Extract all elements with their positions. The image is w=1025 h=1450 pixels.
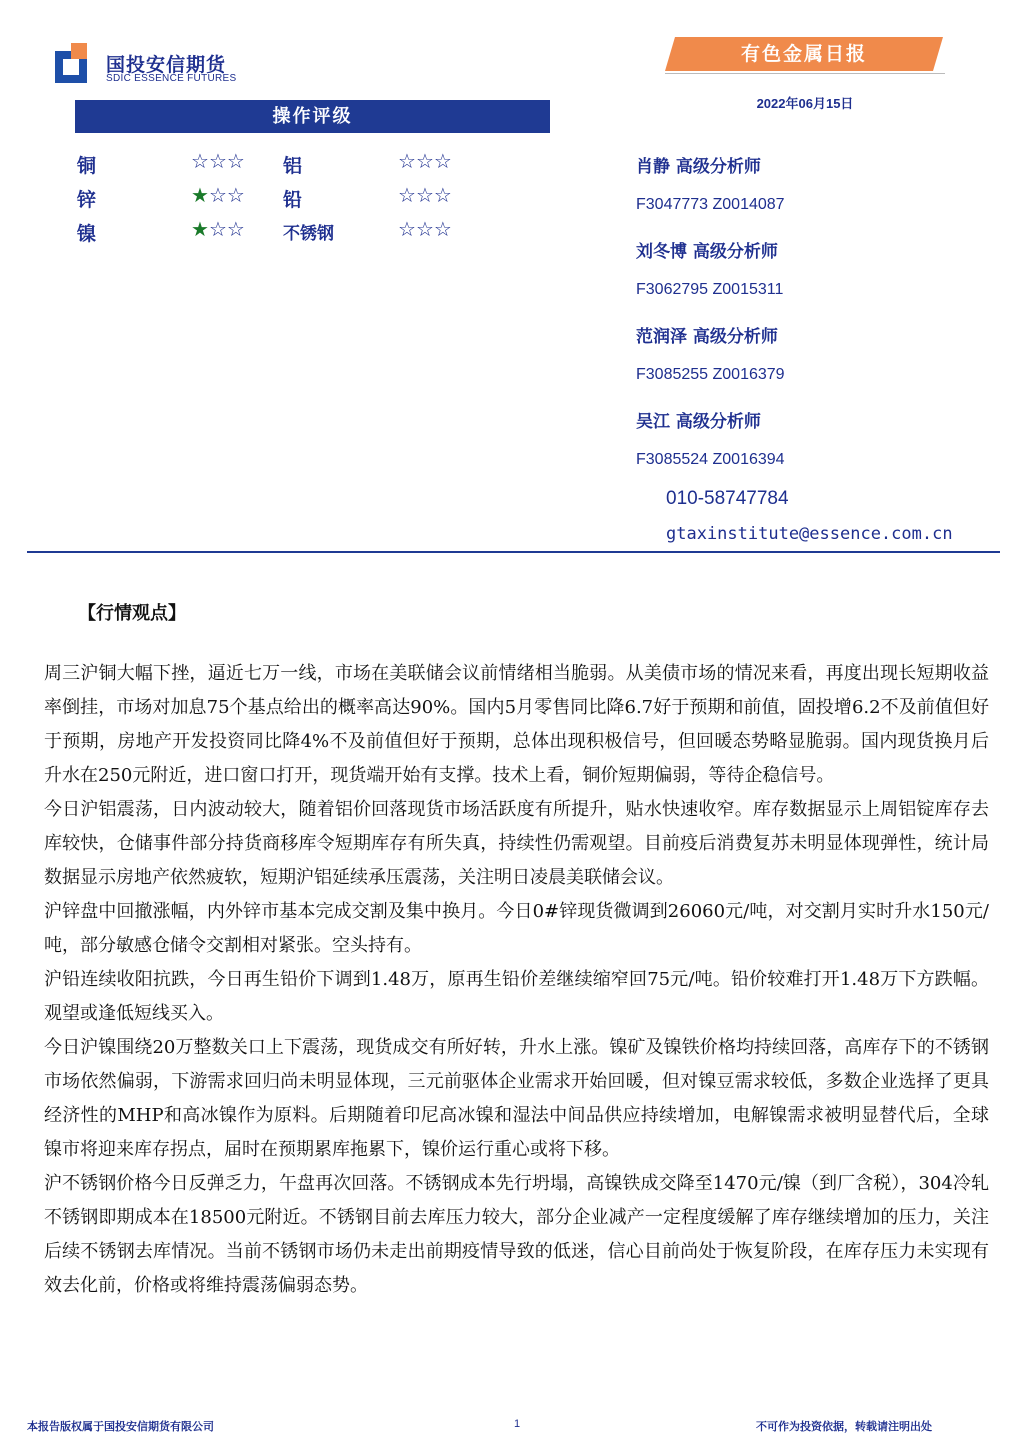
rating-item-name: 镍 (77, 223, 97, 245)
section-title: 【行情观点】 (78, 603, 186, 624)
star-empty-icon: ☆ (208, 149, 227, 173)
star-rating (398, 217, 452, 241)
company-name-en: SDIC ESSENCE FUTURES (106, 73, 237, 84)
contact-email[interactable]: gtaxinstitute@essence.com.cn (666, 524, 953, 544)
analyst-name: 刘冬博 高级分析师 (636, 242, 778, 262)
star-rating (191, 183, 245, 207)
star-empty-icon: ☆ (415, 183, 434, 207)
star-empty-icon: ☆ (398, 217, 416, 241)
star-empty-icon: ☆ (208, 183, 227, 207)
star-empty-icon: ☆ (415, 149, 434, 173)
paragraph-aluminum: 今日沪铝震荡，日内波动较大，随着铝价回落现货市场活跃度有所提升，贴水快速收窄。库存数据显示上周铝锭库存去库较快，仓储事件部分持货商移库令短期库存有所失真，持续性仍需观望。目前疫后消费复苏未明显体现弹性，统计局数据显示房地产依然疲软，短期沪铝延续承压震荡，关注明日凌晨美联储会议。 (44, 799, 989, 888)
rating-item-name: 不锈钢 (283, 224, 334, 244)
star-empty-icon: ☆ (398, 149, 416, 173)
star-rating (398, 149, 452, 173)
report-title: 有色金属日报 (740, 43, 867, 65)
star-empty-icon: ☆ (398, 183, 416, 207)
page-number: 1 (514, 1418, 521, 1430)
star-empty-icon: ☆ (433, 149, 452, 173)
paragraph-nickel: 今日沪镍围绕20万整数关口上下震荡，现货成交有所好转，升水上涨。镍矿及镍铁价格均持续回落，高库存下的不锈钢市场依然偏弱，下游需求回归尚未明显体现，三元前驱体企业需求开始回暖，但对镍豆需求较低，多数企业选择了更具经济性的MHP和高冰镍作为原料。后期随着印尼高冰镍和湿法中间品供应持续增加，电解镍需求被明显替代后，全球镍市将迎来库存拐点，届时在预期累库拖累下，镍价运行重心或将下移。 (44, 1037, 989, 1160)
rating-item-name: 铜 (77, 155, 97, 177)
star-empty-icon: ☆ (415, 217, 434, 241)
paragraph-copper: 周三沪铜大幅下挫，逼近七万一线，市场在美联储会议前情绪相当脆弱。从美债市场的情况来看，再度出现长短期收益率倒挂，市场对加息75个基点给出的概率高达90%。国内5月零售同比降6.7好于预期和前值，固投增6.2不及前值但好于预期，房地产开发投资同比降4%不及前值但好于预期，总体出现积极信号，但回暖态势略显脆弱。国内现货换月后升水在250元附近，进口窗口打开，现货端开始有支撑。技术上看，铜价短期偏弱，等待企稳信号。 (44, 663, 989, 786)
analyst-name: 吴江 高级分析师 (636, 412, 761, 432)
analyst-license: F3085524 Z0016394 (636, 451, 785, 468)
star-empty-icon: ☆ (226, 183, 245, 207)
section-divider (27, 551, 1000, 553)
company-name-cn: 国投安信期货 (106, 54, 227, 76)
star-empty-icon: ☆ (433, 183, 452, 207)
contact-phone: 010-58747784 (666, 488, 789, 509)
star-filled-icon: ★ (191, 217, 209, 241)
footer-disclaimer: 不可作为投资依据，转载请注明出处 (756, 1420, 932, 1433)
star-filled-icon: ★ (191, 183, 209, 207)
analyst-license: F3085255 Z0016379 (636, 366, 785, 383)
company-logo-icon (55, 43, 95, 83)
star-empty-icon: ☆ (191, 149, 209, 173)
paragraph-stainless-steel: 沪不锈钢价格今日反弹乏力，午盘再次回落。不锈钢成本先行坍塌，高镍铁成交降至1470元/镍（到厂含税），304冷轧不锈钢即期成本在18500元附近。不锈钢目前去库压力较大，部分企业减产一定程度缓解了库存继续增加的压力，关注后续不锈钢去库情况。当前不锈钢市场仍未走出前期疫情导致的低迷，信心目前尚处于恢复阶段，在库存压力未实现有效去化前，价格或将维持震荡偏弱态势。 (44, 1173, 989, 1296)
analyst-license: F3047773 Z0014087 (636, 196, 785, 213)
rating-item-name: 铝 (283, 155, 303, 177)
header-divider (665, 73, 945, 74)
star-rating (398, 183, 452, 207)
rating-item-name: 铅 (283, 189, 303, 211)
market-commentary (44, 657, 989, 1303)
rating-header: 操作评级 (75, 100, 550, 133)
star-rating (191, 217, 245, 241)
rating-item-name: 锌 (77, 189, 97, 211)
paragraph-lead: 沪铅连续收阳抗跌，今日再生铅价下调到1.48万，原再生铅价差继续缩窄回75元/吨。铅价较难打开1.48万下方跌幅。观望或逢低短线买入。 (44, 969, 989, 1024)
analyst-license: F3062795 Z0015311 (636, 281, 784, 298)
footer-copyright: 本报告版权属于国投安信期货有限公司 (27, 1420, 214, 1433)
star-empty-icon: ☆ (433, 217, 452, 241)
star-empty-icon: ☆ (226, 217, 245, 241)
star-rating (191, 149, 245, 173)
report-date: 2022年06月15日 (756, 96, 854, 111)
analyst-name: 范润泽 高级分析师 (636, 327, 778, 347)
paragraph-zinc: 沪锌盘中回撤涨幅，内外锌市基本完成交割及集中换月。今日0#锌现货微调到26060元/吨，对交割月实时升水150元/吨，部分敏感仓储令交割相对紧张。空头持有。 (44, 901, 989, 956)
analyst-name: 肖静 高级分析师 (636, 157, 761, 177)
star-empty-icon: ☆ (226, 149, 245, 173)
star-empty-icon: ☆ (208, 217, 227, 241)
